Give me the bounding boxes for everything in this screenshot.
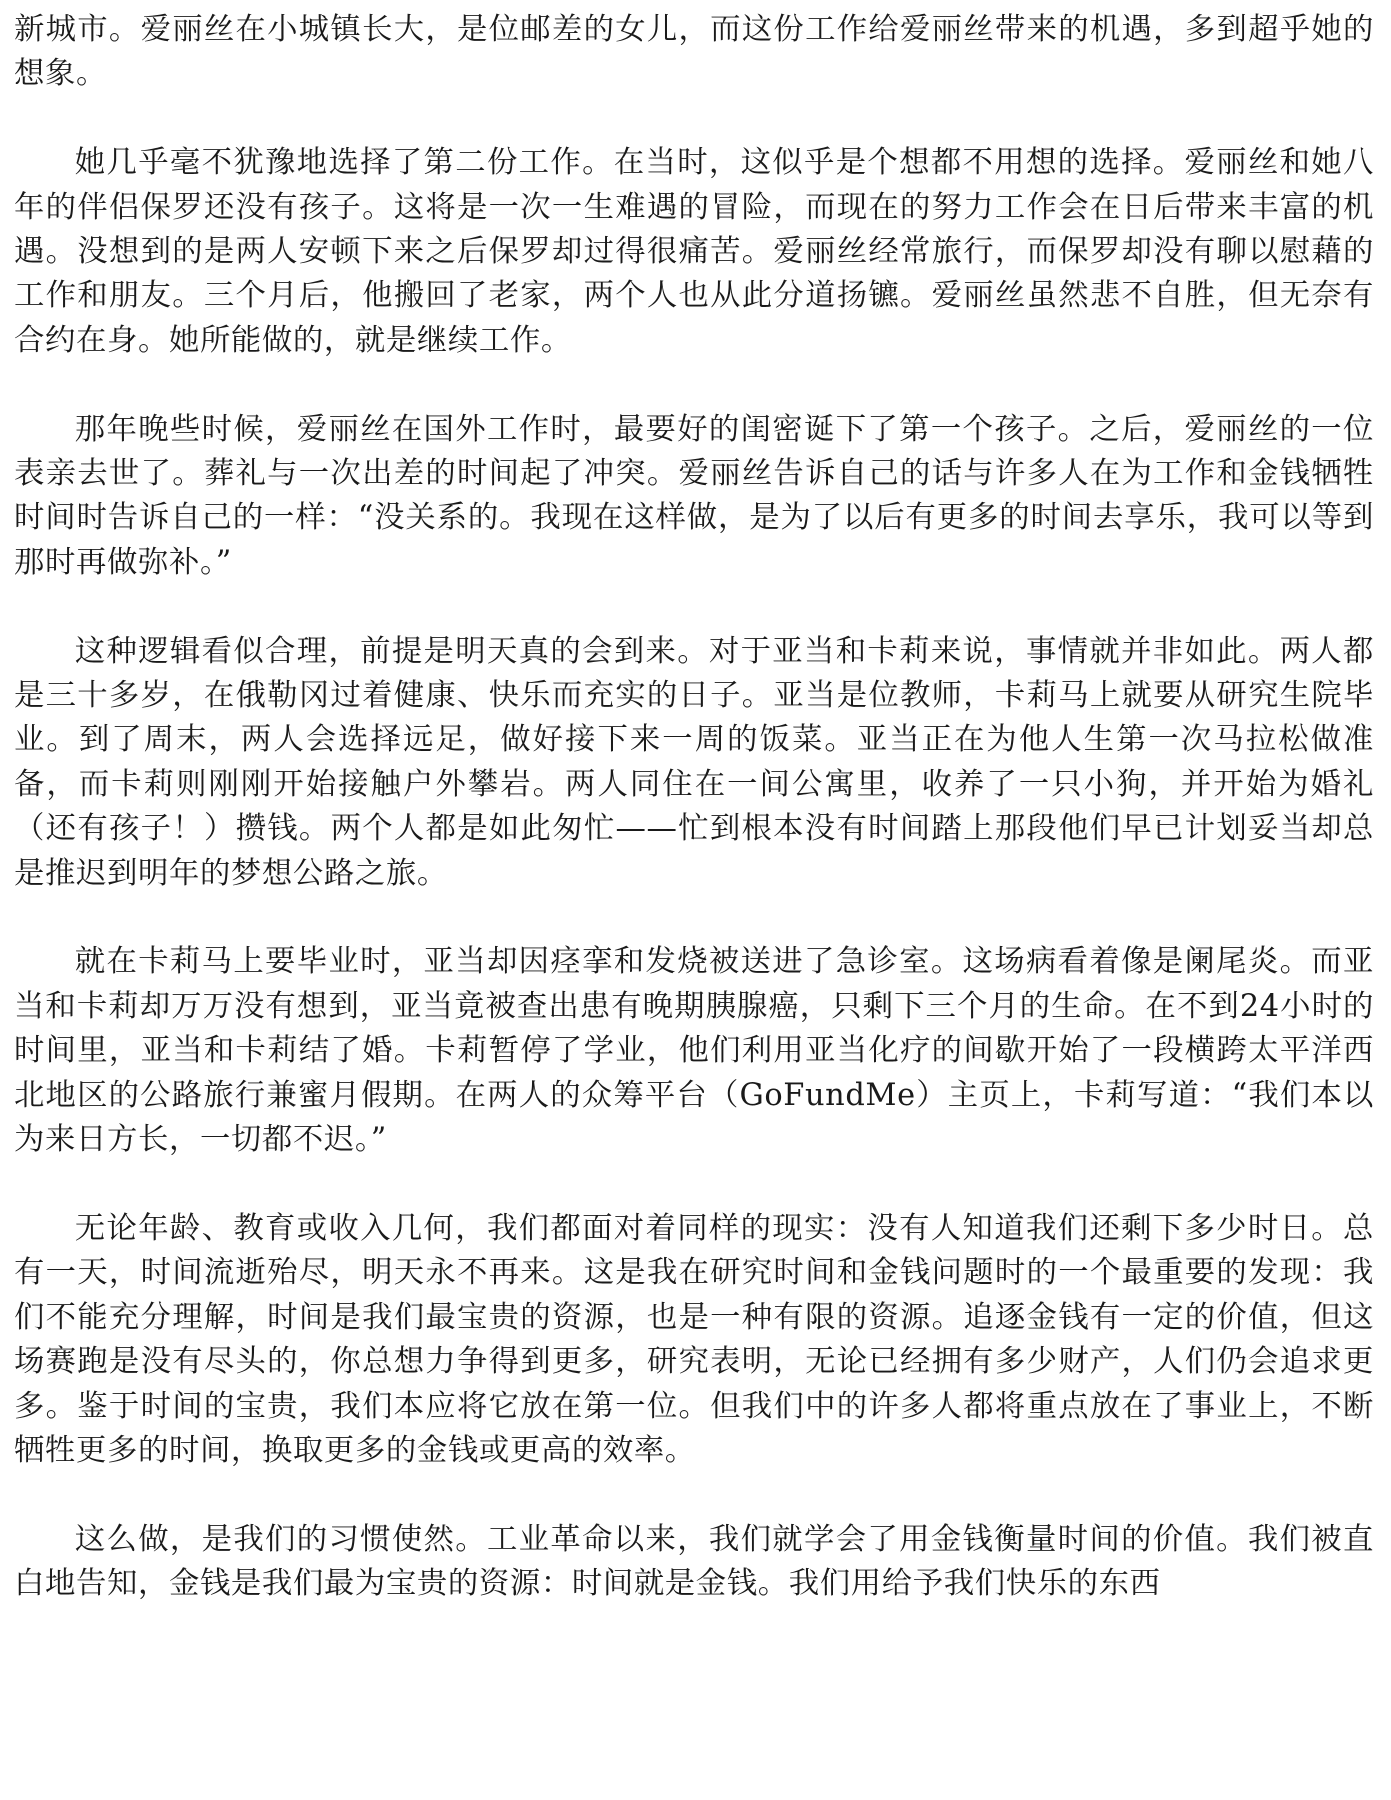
paragraph-1: 新城市。爱丽丝在小城镇长大，是位邮差的女儿，而这份工作给爱丽丝带来的机遇，多到超乎她的想象。 <box>14 12 1374 92</box>
document-page <box>14 8 1374 1607</box>
paragraph-6: 无论年龄、教育或收入几何，我们都面对着同样的现实：没有人知道我们还剩下多少时日。总有一天，时间流逝殆尽，明天永不再来。这是我在研究时间和金钱问题时的一个最重要的发现：我们不能充分理解，时间是我们最宝贵的资源，也是一种有限的资源。追逐金钱有一定的价值，但这场赛跑是没有尽头的，你总想力争得到更多，研究表明，无论已经拥有多少财产，人们仍会追求更多。鉴于时间的宝贵，我们本应将它放在第一位。但我们中的许多人都将重点放在了事业上，不断牺牲更多的时间，换取更多的金钱或更高的效率。 <box>14 1210 1374 1468</box>
paragraph-3: 那年晚些时候，爱丽丝在国外工作时，最要好的闺密诞下了第一个孩子。之后，爱丽丝的一位表亲去世了。葬礼与一次出差的时间起了冲突。爱丽丝告诉自己的话与许多人在为工作和金钱牺牲时间时告诉自己的一样：“没关系的。我现在这样做，是为了以后有更多的时间去享乐，我可以等到那时再做弥补。” <box>14 411 1374 580</box>
paragraph-7: 这么做，是我们的习惯使然。工业革命以来，我们就学会了用金钱衡量时间的价值。我们被直白地告知，金钱是我们最为宝贵的资源：时间就是金钱。我们用给予我们快乐的东西 <box>14 1521 1374 1602</box>
paragraph-4: 这种逻辑看似合理，前提是明天真的会到来。对于亚当和卡莉来说，事情就并非如此。两人都是三十多岁，在俄勒冈过着健康、快乐而充实的日子。亚当是位教师，卡莉马上就要从研究生院毕业。到了周末，两人会选择远足，做好接下来一周的饭菜。亚当正在为他人生第一次马拉松做准备，而卡莉则刚刚开始接触户外攀岩。两人同住在一间公寓里，收养了一只小狗，并开始为婚礼（还有孩子！）攒钱。两个人都是如此匆忙——忙到根本没有时间踏上那段他们早已计划妥当却总是推迟到明年的梦想公路之旅。 <box>14 633 1374 891</box>
paragraph-2: 她几乎毫不犹豫地选择了第二份工作。在当时，这似乎是个想都不用想的选择。爱丽丝和她八年的伴侣保罗还没有孩子。这将是一次一生难遇的冒险，而现在的努力工作会在日后带来丰富的机遇。没想到的是两人安顿下来之后保罗却过得很痛苦。爱丽丝经常旅行，而保罗却没有聊以慰藉的工作和朋友。三个月后，他搬回了老家，两个人也从此分道扬镳。爱丽丝虽然悲不自胜，但无奈有合约在身。她所能做的，就是继续工作。 <box>14 145 1374 358</box>
paragraph-5: 就在卡莉马上要毕业时，亚当却因痉挛和发烧被送进了急诊室。这场病看着像是阑尾炎。而亚当和卡莉却万万没有想到，亚当竟被查出患有晚期胰腺癌，只剩下三个月的生命。在不到24小时的时间里，亚当和卡莉结了婚。卡莉暂停了学业，他们利用亚当化疗的间歇开始了一段横跨太平洋西北地区的公路旅行兼蜜月假期。在两人的众筹平台（GoFundMe）主页上，卡莉写道：“我们本以为来日方长，一切都不迟。” <box>14 944 1374 1158</box>
